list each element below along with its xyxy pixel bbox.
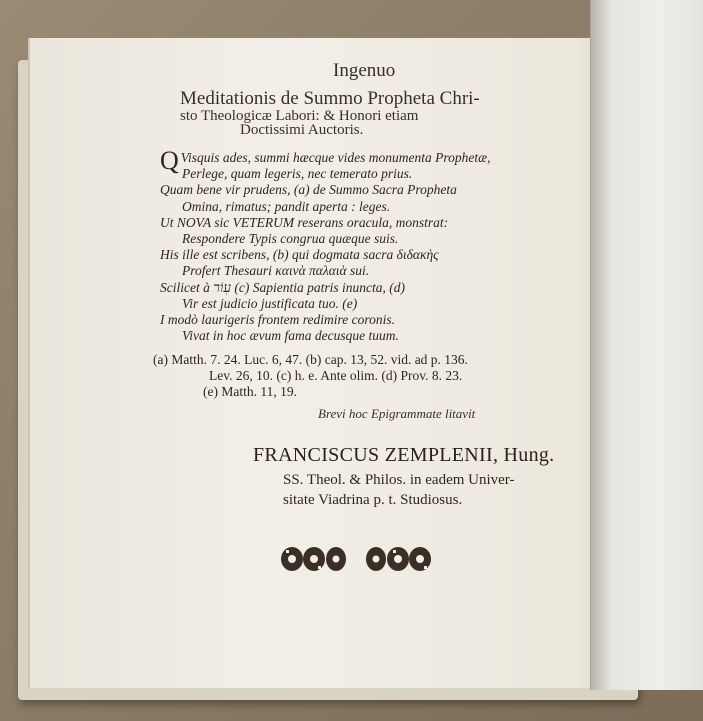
verse-line: Quam bene vir prudens, (a) de Summo Sacra Propheta [160,182,457,198]
verse-line: Profert Thesauri καινὰ παλαιὰ sui. [182,263,370,279]
verse-line: Respondere Typis congrua quæque suis. [182,231,399,247]
author-affiliation-2: sitate Viadrina p. t. Studiosus. [283,492,463,508]
heading-line-1: Ingenuo [333,60,396,81]
verse-line: Scilicet à עִוֹר (c) Sapientia patris inuncta, (d) [160,279,405,295]
epigram-line: Brevi hoc Epigrammate litavit [318,406,476,421]
verse-block [160,146,580,344]
author-name [253,444,554,467]
drop-cap: Q [160,146,179,175]
verse-line: Ut NOVA sic VETERUM reserans oracula, monstrat: [160,214,449,230]
verse-line: Vivat in hoc ævum fama decusque tuum. [182,328,399,344]
footnote-line: (a) Matth. 7. 24. Luc. 6, 47. (b) cap. 13, 52. vid. ad p. 136. [153,352,468,367]
author-last-name: ZEMPLENII, Hung. [384,444,555,466]
verse-line: Omina, rimatus; pandit aperta : leges. [182,198,391,214]
printer-ornament [278,542,436,576]
verse-line: Visquis ades, summi hæcque vides monumenta Prophetæ, [180,150,491,165]
footnotes [153,352,468,400]
footnote-line: Lev. 26, 10. (c) h. e. Ante olim. (d) Prov. 8. 23. [209,368,463,383]
verse-line: Perlege, quam legeris, nec temerato prius. [182,166,413,182]
footnote-line: (e) Matth. 11, 19. [203,384,297,399]
heading-line-3: sto Theologicæ Labori: & Honori etiam [180,108,419,124]
right-page [590,0,703,690]
verse-line: His ille est scribens, (b) qui dogmata sacra διδακὴς [160,247,439,263]
heading-line-4: Doctissimi Auctoris. [240,122,364,138]
heading-line-2: Meditationis de Summo Propheta Chri- [180,88,480,109]
verse-line: Vir est judicio justificata tuo. (e) [182,295,358,311]
author-affiliation-1: SS. Theol. & Philos. in eadem Univer- [283,472,515,488]
author-first-name: FRANCISCUS [253,444,380,466]
verse-line: I modò laurigeris frontem redimire coronis. [160,312,395,328]
